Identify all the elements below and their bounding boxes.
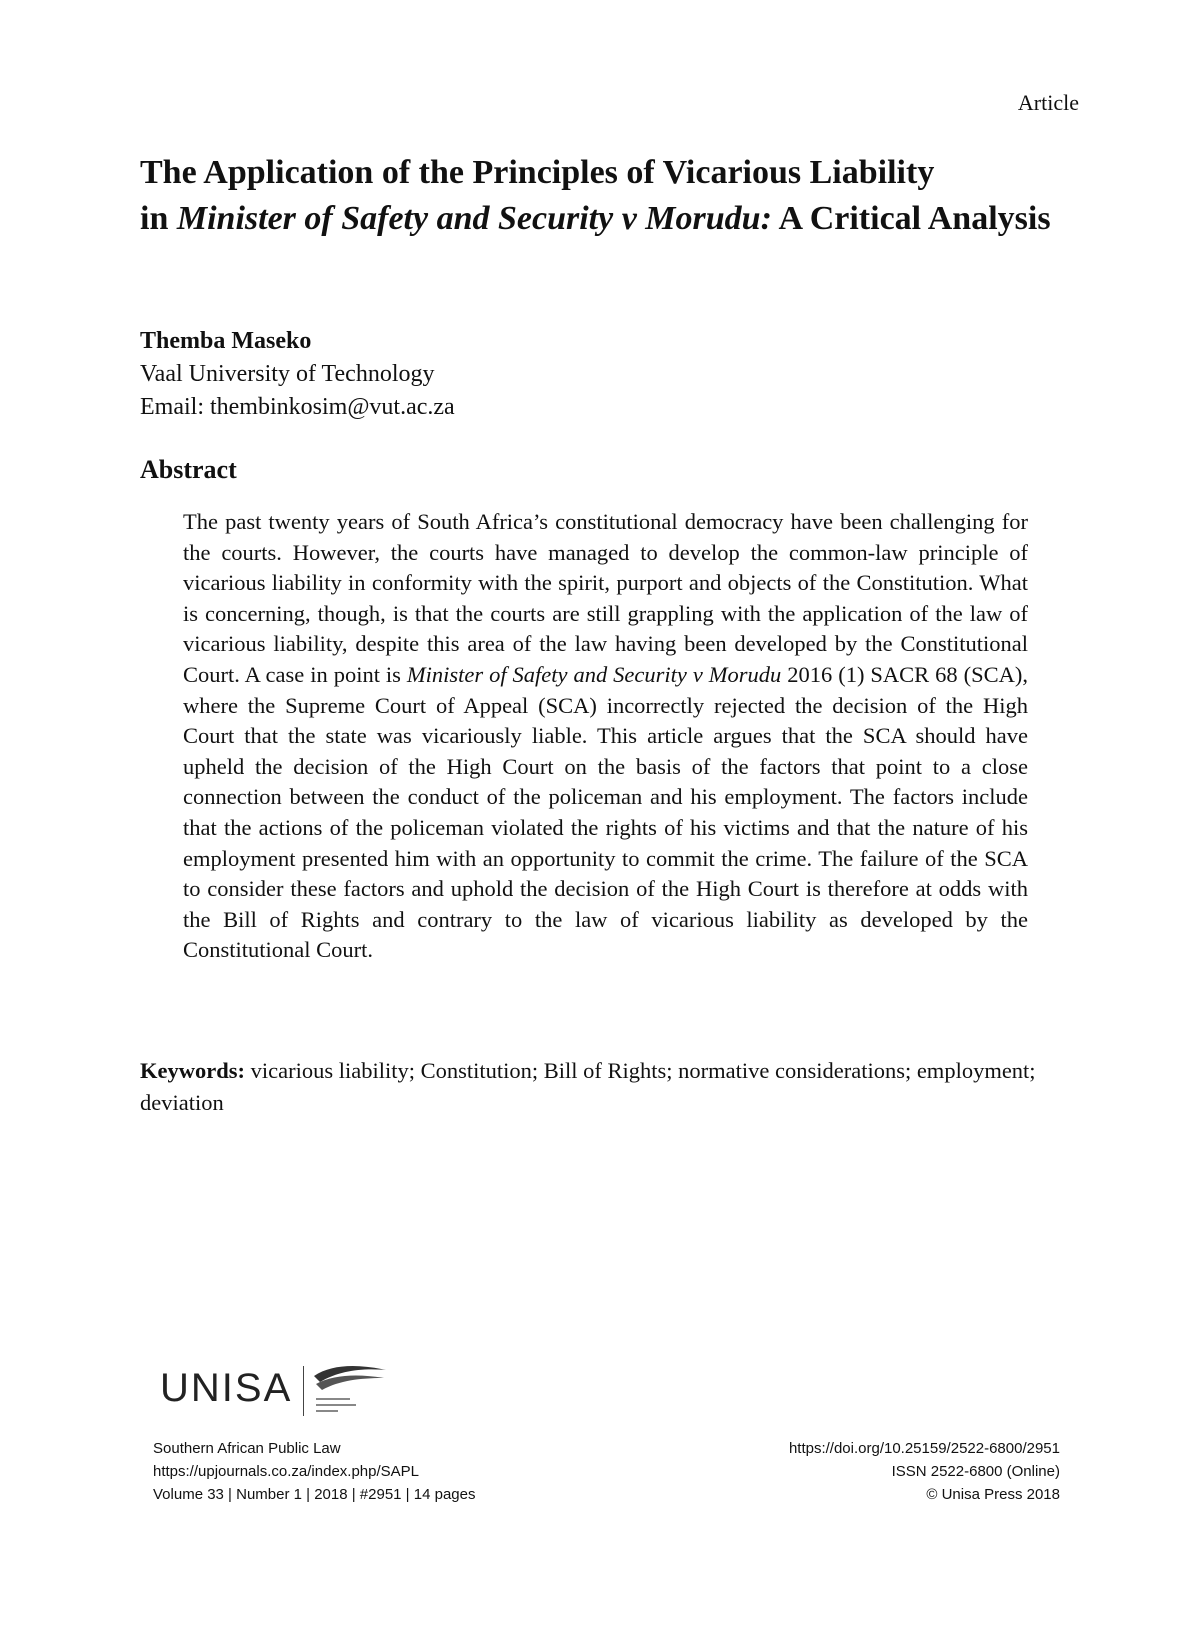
logo-wordmark: UNISA xyxy=(160,1366,293,1410)
article-title xyxy=(140,150,1070,242)
author-affiliation: Vaal University of Technology xyxy=(140,361,435,387)
logo-divider xyxy=(303,1366,304,1416)
title-post: A Critical Analysis xyxy=(771,200,1051,237)
footer-journal-info xyxy=(153,1437,475,1506)
abstract-heading: Abstract xyxy=(140,455,237,484)
keywords-list: vicarious liability; Constitution; Bill of Rights; normative considerations; employment; deviation xyxy=(140,1058,1036,1115)
footer-issn: ISSN 2522-6800 (Online) xyxy=(891,1463,1060,1480)
keywords xyxy=(140,1055,1070,1119)
abstract-text-b: 2016 (1) SACR 68 (SCA), where the Supreme Court of Appeal (SCA) incorrectly rejected the decision of the High Court that the state was vicariously liable. This article argues that the SCA should have upheld the decision of the High Court on the basis of the factors that point to a close connection between the conduct of the policeman and his employment. The factors include that the actions of the policeman violated the rights of his victims and that the nature of his employment presented him with an opportunity to commit the crime. The failure of the SCA to consider these factors and uphold the decision of the High Court is therefore at odds with the Bill of Rights and contrary to the law of vicarious liability as developed by the Constitutional Court. xyxy=(183,661,1028,963)
abstract-case-name: Minister of Safety and Security v Morudu xyxy=(406,661,782,687)
abstract-body xyxy=(183,507,1028,966)
article-type-label: Article xyxy=(1017,90,1079,115)
unisa-wave-icon xyxy=(310,1362,390,1420)
author-email[interactable]: Email: thembinkosim@vut.ac.za xyxy=(140,394,455,420)
keywords-label: Keywords: xyxy=(140,1058,245,1083)
title-line-1: The Application of the Principles of Vicarious Liability xyxy=(140,154,935,191)
footer-copyright: © Unisa Press 2018 xyxy=(926,1486,1060,1503)
footer-journal-name: Southern African Public Law xyxy=(153,1440,341,1457)
author-block xyxy=(140,325,455,424)
abstract-text-a: The past twenty years of South Africa’s constitutional democracy have been challenging for the courts. However, the courts have managed to develop the common-law principle of vicarious liability in conformity with the spirit, purport and objects of the Constitution. What is concerning, though, is that the courts are still grappling with the application of the law of vicarious liability, despite this area of the law having been developed by the Constitutional Court. A case in point is xyxy=(183,509,1028,687)
author-name: Themba Maseko xyxy=(140,328,312,354)
footer-publication-info xyxy=(789,1437,1060,1506)
footer-doi-link[interactable]: https://doi.org/10.25159/2522-6800/2951 xyxy=(788,1440,1060,1457)
unisa-logo xyxy=(160,1362,400,1422)
footer-volume-info: Volume 33 | Number 1 | 2018 | #2951 | 14 pages xyxy=(153,1486,476,1503)
title-pre: in xyxy=(140,200,177,237)
footer-journal-url[interactable]: https://upjournals.co.za/index.php/SAPL xyxy=(153,1463,420,1480)
title-case-name: Minister of Safety and Security v Morudu: xyxy=(176,200,772,237)
